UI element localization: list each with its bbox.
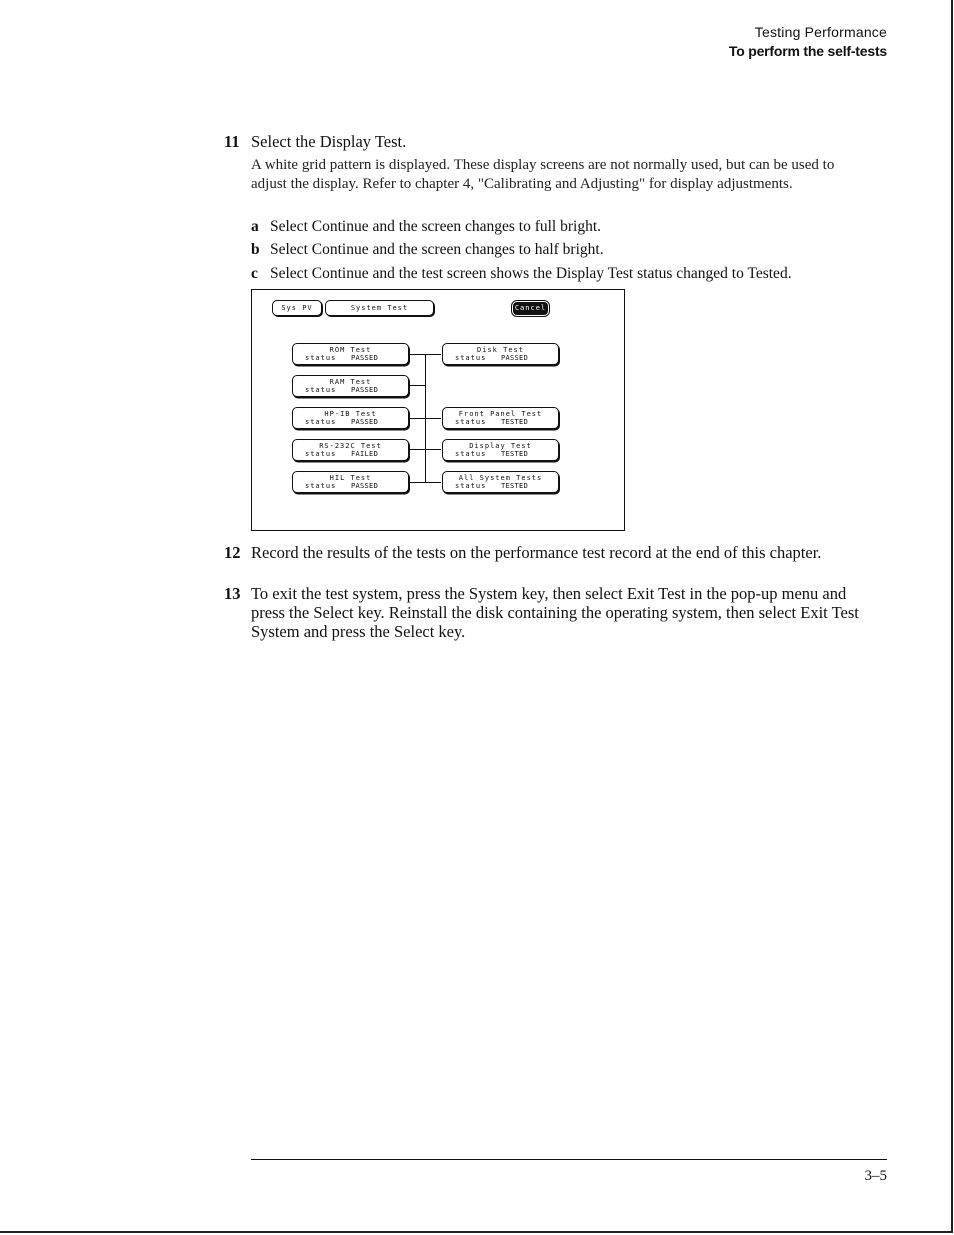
status-label: status [305,482,337,490]
front-panel-test-button[interactable] [442,407,559,429]
step-text: Record the results of the tests on the performance test record at the end of this chapter. [251,543,822,562]
substep-text: Select Continue and the screen changes to half bright. [270,241,604,258]
test-status: PASSED [501,354,529,362]
step-number: 12 [224,543,241,562]
status-label: status [305,418,337,426]
status-label: status [305,386,337,394]
test-name: RS-232C Test [319,442,382,450]
all-system-tests-button[interactable] [442,471,559,493]
step-number: 13 [224,584,241,603]
test-status: PASSED [351,418,379,426]
test-status: TESTED [501,450,529,458]
test-status: PASSED [351,354,379,362]
substep-letter: a [251,218,259,235]
connector-trunk [425,354,426,483]
status-label: status [455,418,487,426]
test-status: PASSED [351,482,379,490]
rs-232c-test-button[interactable] [292,439,409,461]
system-test-button[interactable]: System Test [325,300,434,316]
step-text: To exit the test system, press the System key, then select Exit Test in the pop-up menu and press the Select key. Reinstall the disk containing the operating system, then select Exit Test System and press the Select key. [251,584,859,641]
running-header-subsection: To perform the self-tests [728,43,887,59]
page-number: 3–5 [864,1168,887,1184]
page-edge-right [951,0,953,1233]
ram-test-button[interactable] [292,375,409,397]
step-number: 11 [224,132,240,151]
test-status: FAILED [351,450,379,458]
page-edge-bottom [0,1231,953,1233]
test-name: RAM Test [329,378,372,386]
test-name: All System Tests [458,474,543,482]
substep-text: Select Continue and the screen changes to full bright. [270,218,602,235]
substep-letter: b [251,241,260,258]
substep-letter: c [251,265,258,282]
step-11-description: A white grid pattern is displayed. These display screens are not normally used, but can be used to adjust the display. Refer to chapter 4, "Calibrating and Adjusting" for display adjustments. [251,157,835,192]
test-status: TESTED [501,482,529,490]
footer-rule [251,1159,887,1160]
status-label: status [455,482,487,490]
status-label: status [305,450,337,458]
connector-line [409,385,426,386]
step-title: Select the Display Test. [251,132,407,151]
test-name: HP-IB Test [324,410,377,418]
test-name: ROM Test [329,346,372,354]
system-test-screen [251,289,625,531]
hp-ib-test-button[interactable] [292,407,409,429]
rom-test-button[interactable] [292,343,409,365]
cancel-button[interactable]: Cancel [513,302,548,315]
status-label: status [305,354,337,362]
test-name: Front Panel Test [458,410,543,418]
disk-test-button[interactable] [442,343,559,365]
display-test-button[interactable] [442,439,559,461]
test-name: Display Test [469,442,532,450]
sys-pv-button[interactable]: Sys PV [272,300,322,316]
substep-text: Select Continue and the test screen shows the Display Test status changed to Tested. [270,265,792,282]
test-name: Disk Test [477,346,524,354]
status-label: status [455,450,487,458]
hil-test-button[interactable] [292,471,409,493]
running-header-section: Testing Performance [754,24,887,40]
test-status: TESTED [501,418,529,426]
test-status: PASSED [351,386,379,394]
test-name: HIL Test [329,474,372,482]
status-label: status [455,354,487,362]
